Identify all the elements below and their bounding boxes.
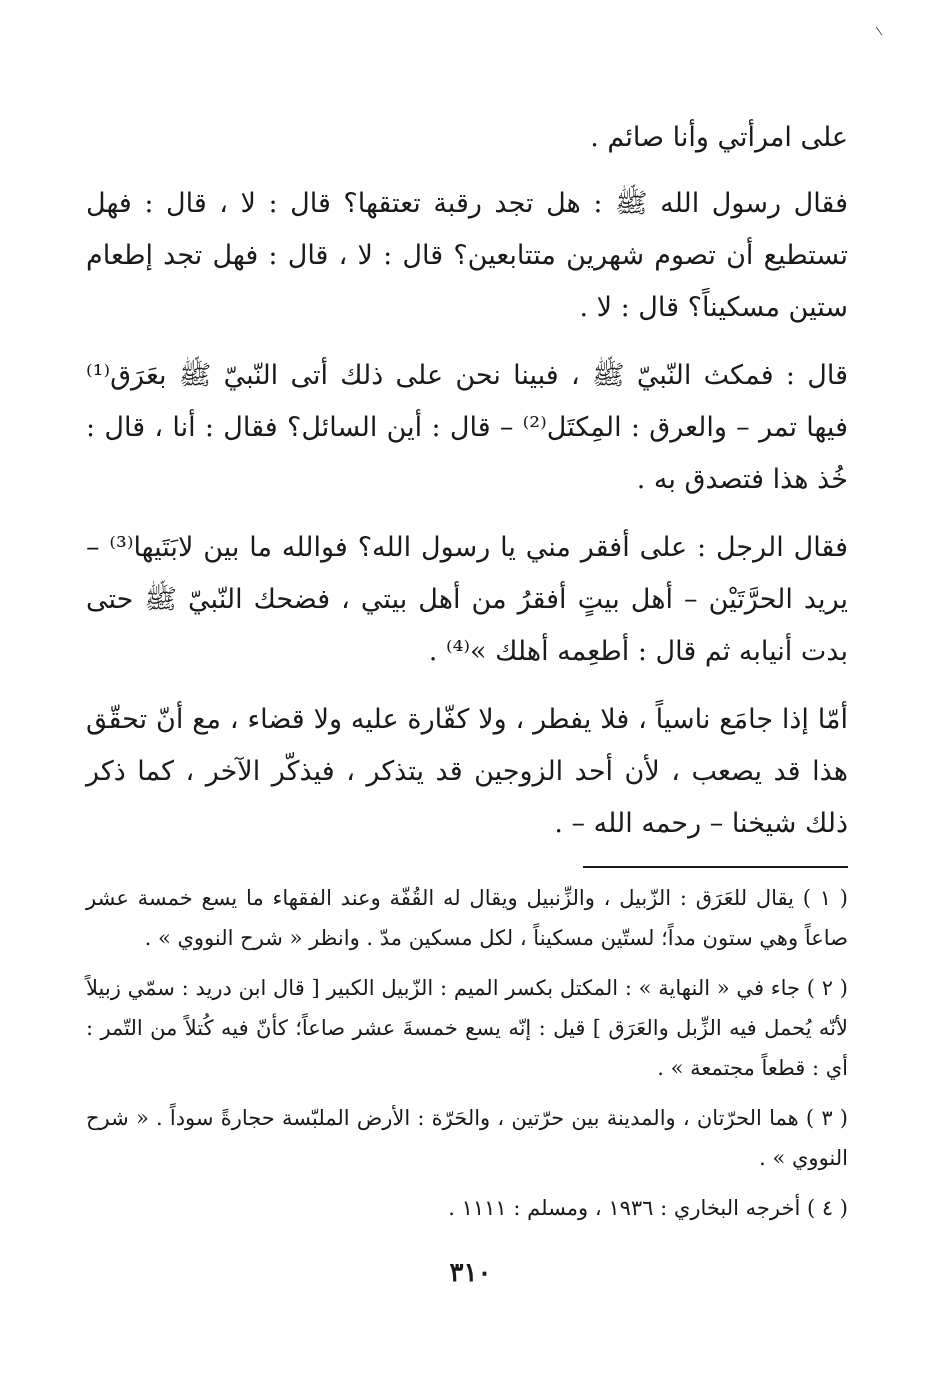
footnote: ( ١ ) يقال للعَرَق : الزّبيل ، والزِّنبيل ويقال له القُفّة وعند الفقهاء ما يسع خمسة عشر صاعاً وهي ستون مداً؛ لستّين مسكيناً ، لكل مسكين مدّ . وانظر « شرح النووي » .: [86, 886, 848, 950]
footnote-separator: [583, 866, 848, 868]
body-paragraph: فقال الرجل : على أفقر مني يا رسول الله؟ فوالله ما بين لابَتَيها⁽³⁾ – يريد الحرَّتَيْن – أهل بيتٍ أفقرُ من أهل بيتي ، فضحك النّبيّ ﷺ حتى بدت أنيابه ثم قال : أطعِمه أهلك »⁽⁴⁾ .: [86, 532, 848, 667]
body-paragraph: قال : فمكث النّبيّ ﷺ ، فبينا نحن على ذلك أتى النّبيّ ﷺ بعَرَق⁽¹⁾ فيها تمر – والعرق : المِكتَل⁽²⁾ – قال : أين السائل؟ فقال : أنا ، قال : خُذ هذا فتصدق به .: [86, 360, 848, 495]
body-paragraph: أمّا إذا جامَع ناسياً ، فلا يفطر ، ولا كفّارة عليه ولا قضاء ، مع أنّ تحقّق هذا قد يصعب ، لأن أحد الزوجين قد يتذكر ، فيذكّر الآخر ، كما ذكر ذلك شيخنا – رحمه الله – .: [86, 704, 848, 839]
page-content: [86, 112, 848, 1238]
body-paragraph: على امرأتي وأنا صائم .: [590, 122, 848, 153]
page-number: ٣١٠: [449, 1258, 492, 1288]
scan-mark: [876, 23, 888, 36]
footnote: ( ٣ ) هما الحرّتان ، والمدينة بين حرّتين ، والحَرّة : الأرض الملبّسة حجارةً سوداً . « شرح النووي » .: [86, 1106, 848, 1170]
footnote: ( ٤ ) أخرجه البخاري : ١٩٣٦ ، ومسلم : ١١١١ .: [448, 1196, 848, 1220]
body-paragraph: فقال رسول الله ﷺ : هل تجد رقبة تعتقها؟ قال : لا ، قال : فهل تستطيع أن تصوم شهرين متتابعين؟ قال : لا ، قال : فهل تجد إطعام ستين مسكيناً؟ قال : لا .: [86, 188, 848, 323]
footnote: ( ٢ ) جاء في « النهاية » : المكتل بكسر الميم : الزّبيل الكبير [ قال ابن دريد : سمّي زبيلاً لأنّه يُحمل فيه الزِّبل والعَرَق ] قيل : إنّه يسع خمسةَ عشر صاعاً؛ كأنّ فيه كُتلاً من التّمر : أي : قطعاً مجتمعة » .: [86, 976, 848, 1080]
